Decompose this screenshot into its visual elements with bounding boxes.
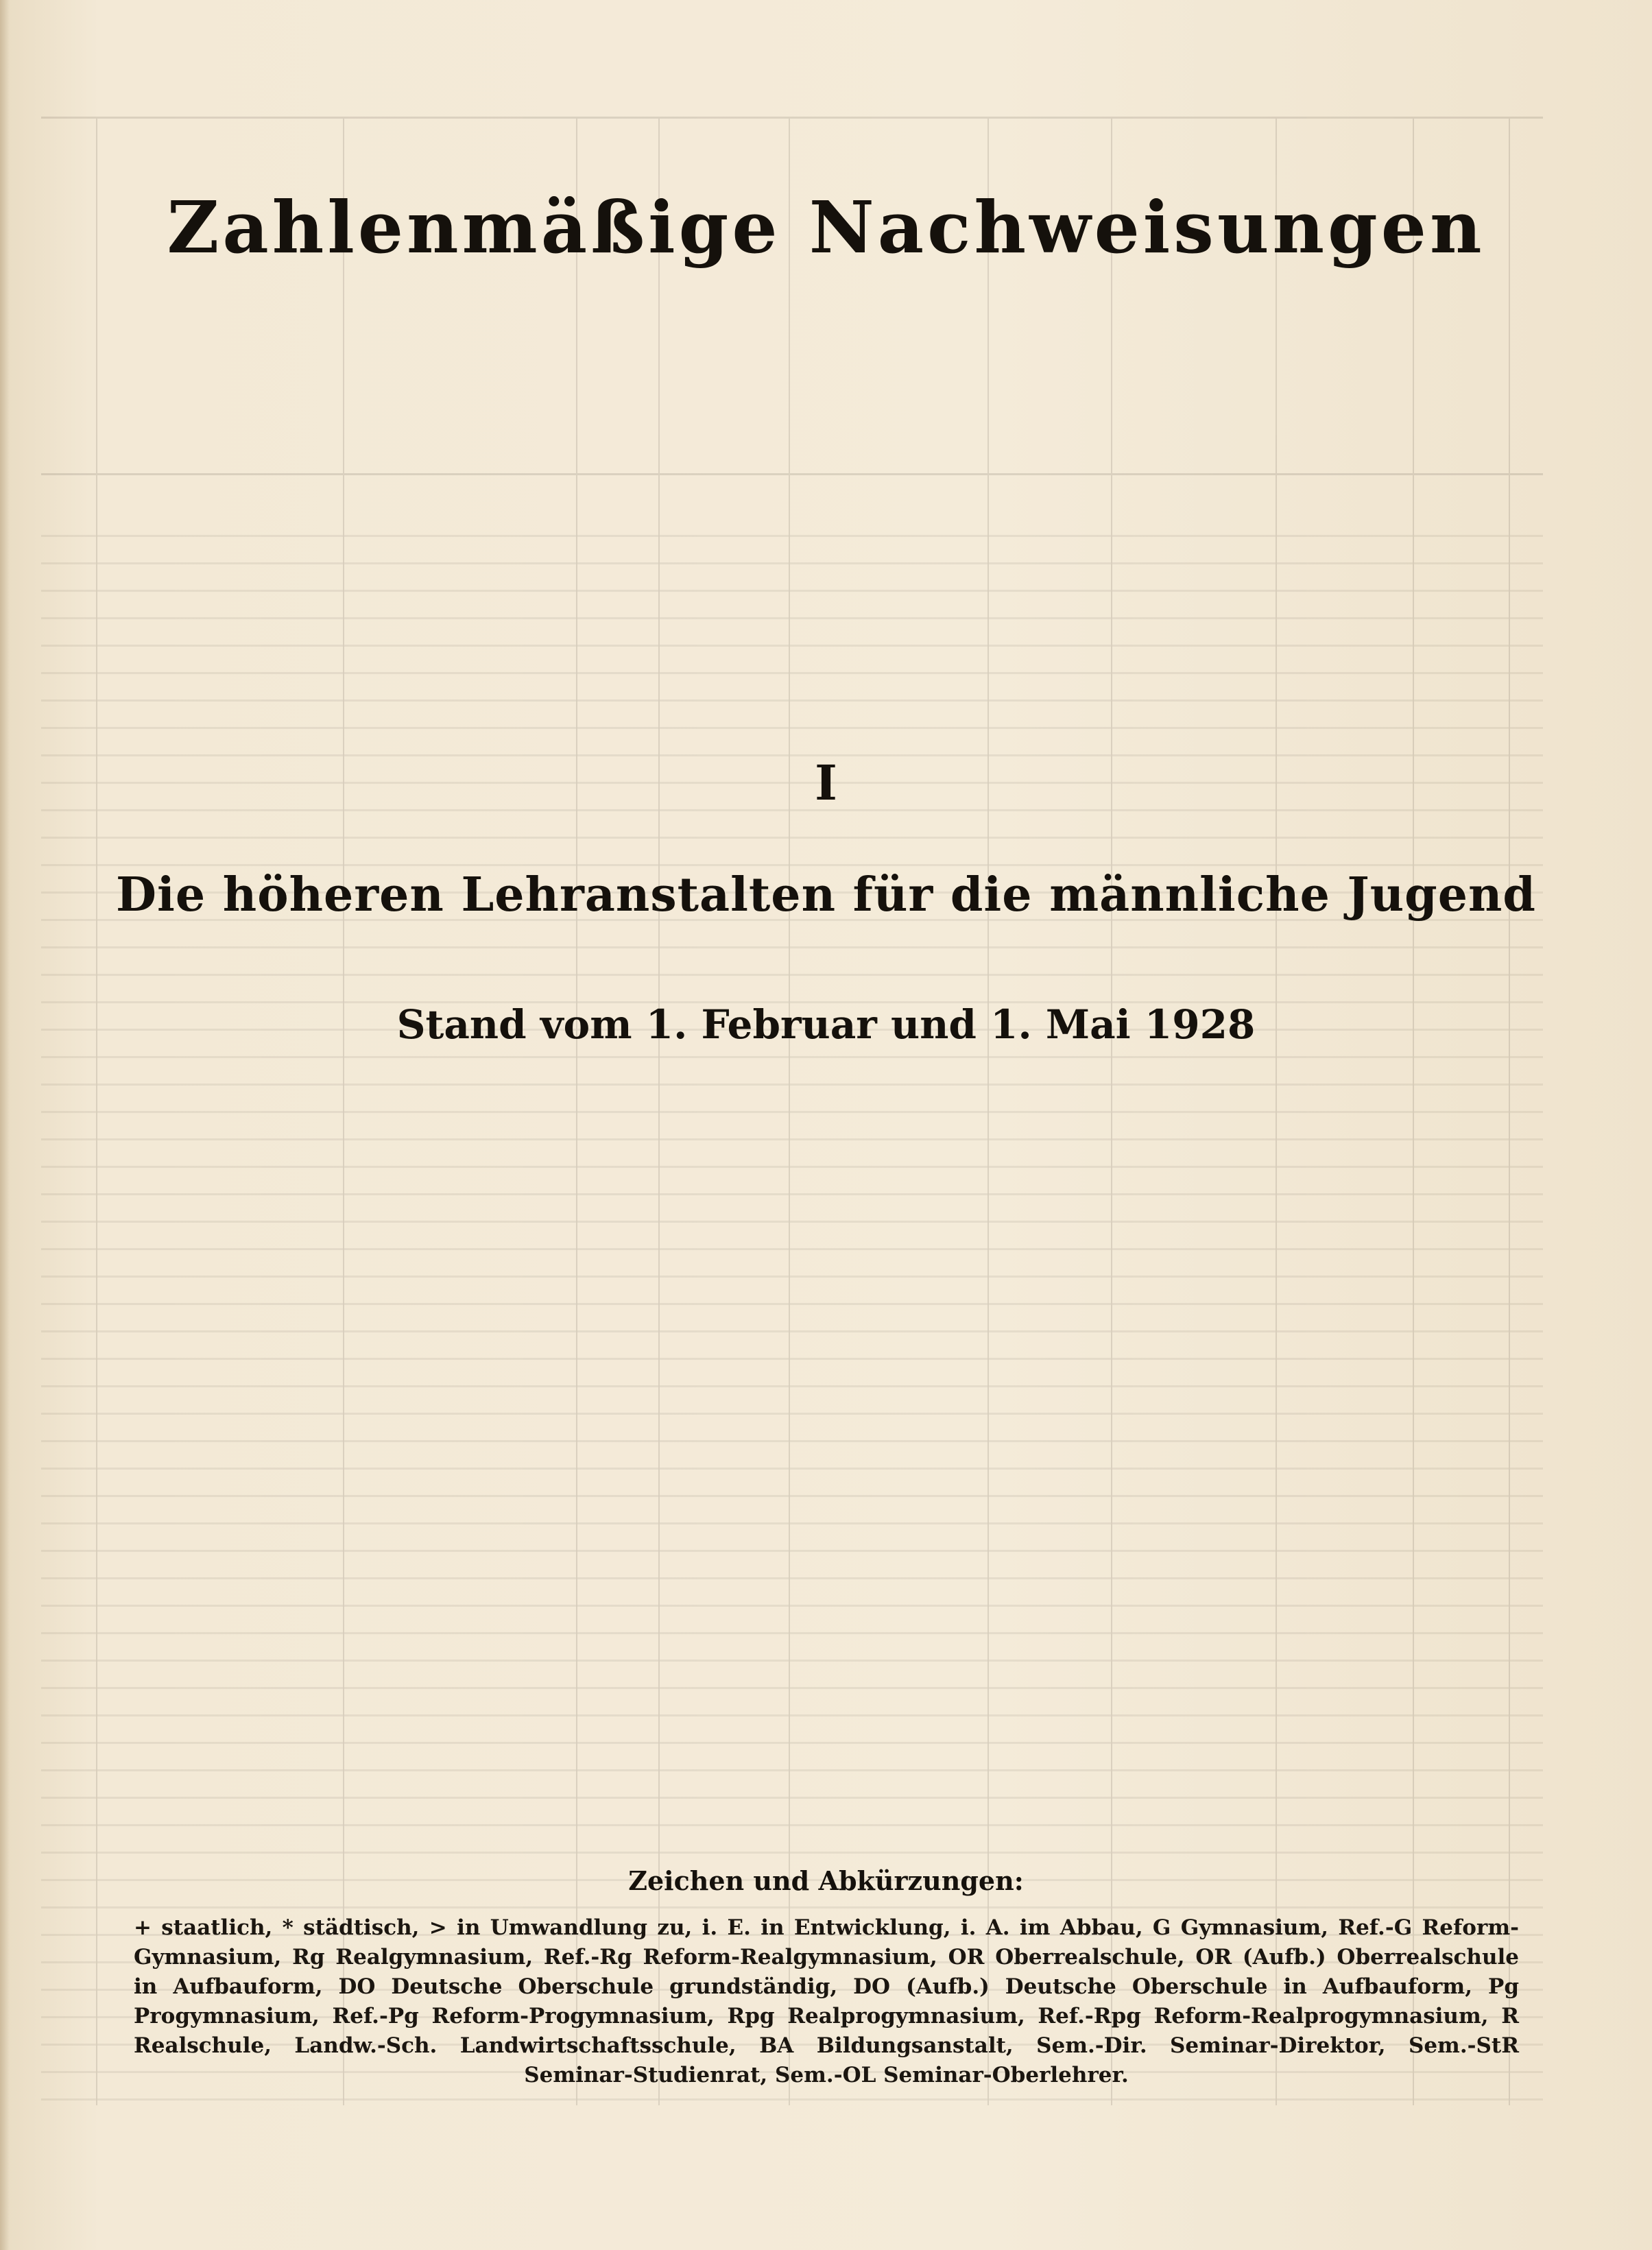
section-number: I [815,754,837,811]
legend-text: + staatlich, * städtisch, > in Umwandlung zu, i. E. in Entwicklung, i. A. im Abbau, G Gymnasium, Ref.-G Reform-Gymnasium, Rg Realgymnasium, Ref.-Rg Reform-Realgymnasium, OR Oberrealschule, OR (Aufb.) Oberrealschule in Aufbauform, DO Deutsche Oberschule grundständig, DO (Aufb.) Deutsche Oberschule in Aufbauform, Pg Progymnasium, Ref.-Pg Reform-Progymnasium, Rpg Realprogymnasium, Ref.-Rpg Reform-Realprogymnasium, R Realschule, Landw.-Sch. Landwirtschaftsschule, BA Bildungsanstalt, Sem.-Dir. Seminar-Direktor, Sem.-StR Seminar-Studienrat, Sem.-OL Seminar-Oberlehrer. [134,1915,1519,2087]
page-title: Zahlenmäßige Nachweisungen [167,185,1485,270]
section-title: Die höheren Lehranstalten für die männliche Jugend [116,867,1536,922]
date-line: Stand vom 1. Februar und 1. Mai 1928 [396,1001,1256,1048]
bleed-through-table [41,117,1543,2105]
scan-edge [0,0,10,2250]
legend-heading: Zeichen und Abkürzungen: [628,1865,1024,1896]
